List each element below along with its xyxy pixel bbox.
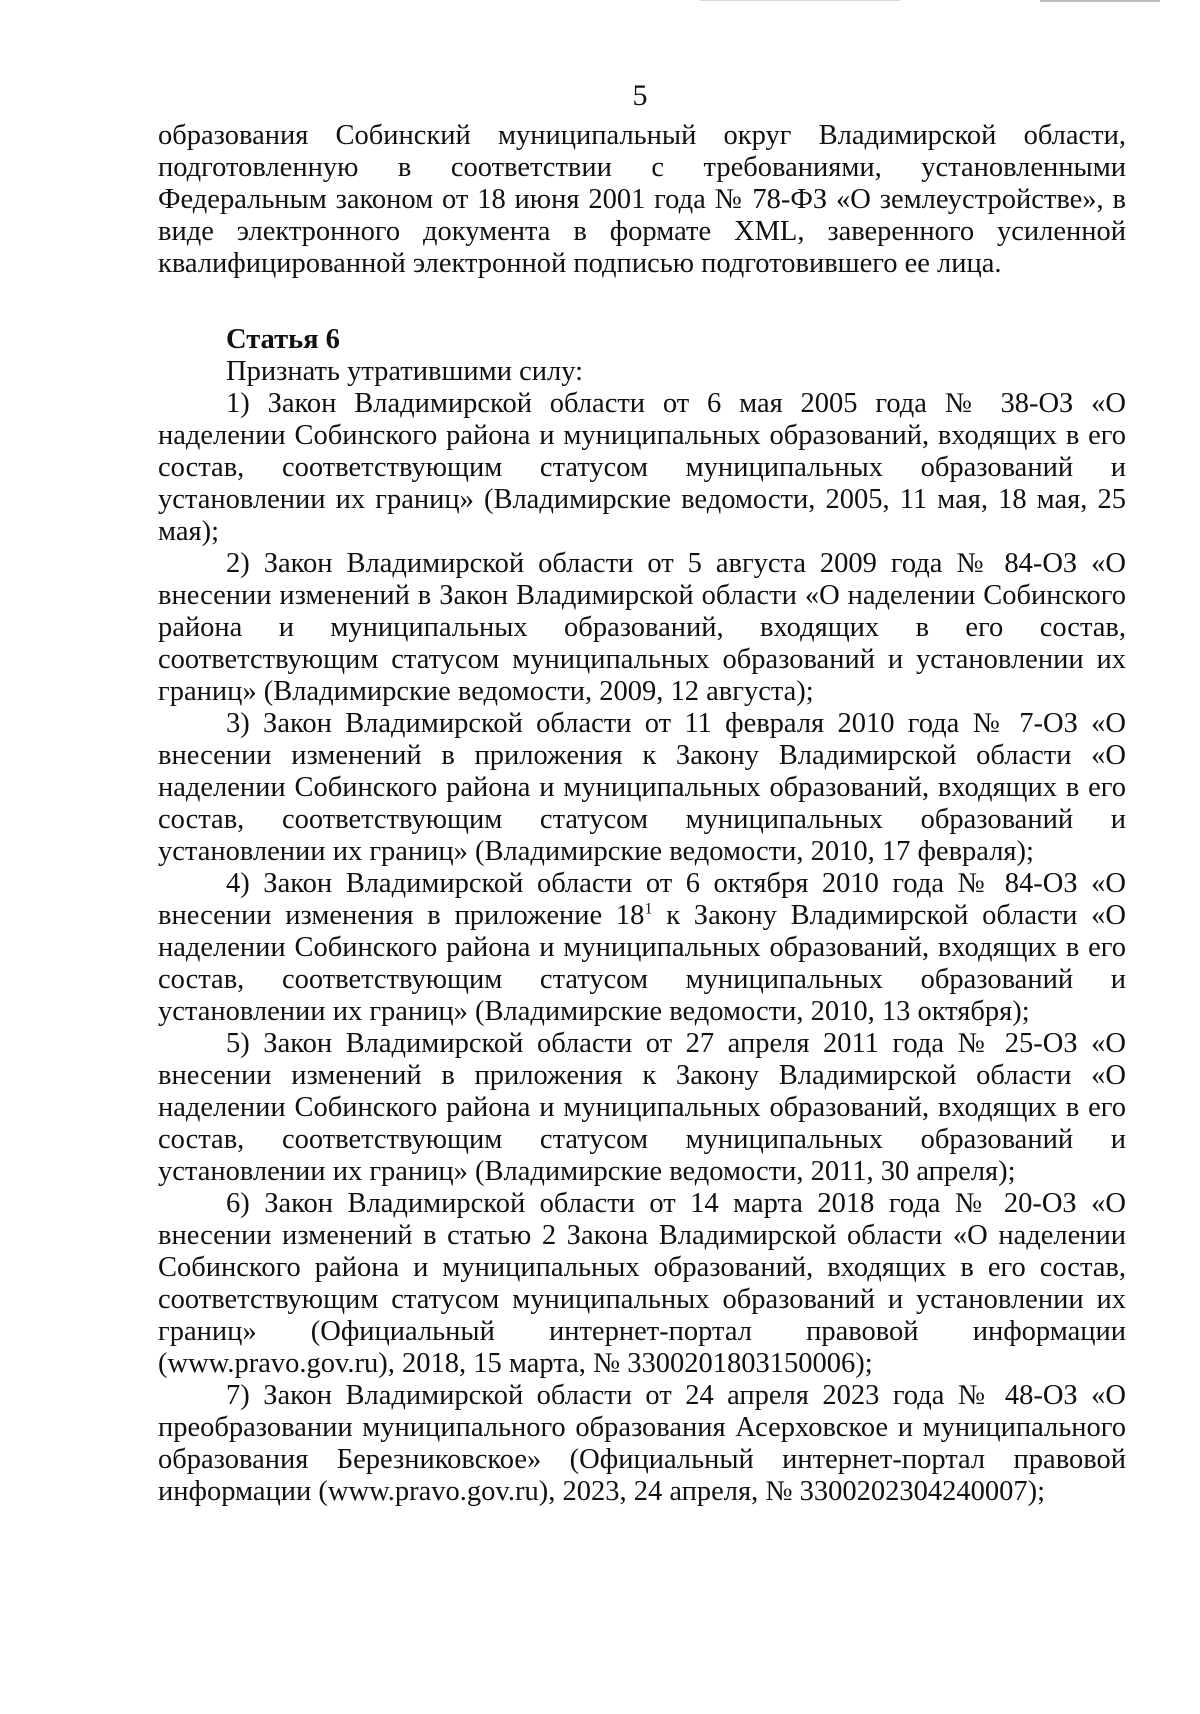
list-item <box>158 868 1126 1028</box>
article-title: Статья 6 <box>226 324 340 355</box>
list-item: 2) Закон Владимирской области от 5 августа 2009 года № 84-ОЗ «О внесении изменений в Закон Владимирской области «О наделении Собинского района и муниципальных образований, входящих в его состав, соответствующим статусом муниципальных образований и установлении их границ» (Владимирские ведомости, 2009, 12 августа); <box>158 548 1126 707</box>
list-item-text: 4) Закон Владимирской области от 6 октября 2010 года № 84-ОЗ «О внесении изменения в приложение 18 <box>158 868 1126 931</box>
list-item-text: к Закону Владимирской области «О наделении Собинского района и муниципальных образований, входящих в его состав, соответствующим статусом муниципальных образований и установлении их границ» (Владимирские ведомости, 2010, 13 октября); <box>158 900 1127 1027</box>
list-item: 3) Закон Владимирской области от 11 февраля 2010 года № 7-ОЗ «О внесении изменений в приложения к Закону Владимирской области «О наделении Собинского района и муниципальных образований, входящих в его состав, соответствующим статусом муниципальных образований и установлении их границ» (Владимирские ведомости, 2010, 17 февраля); <box>158 708 1126 867</box>
page-number: 5 <box>632 79 648 112</box>
scan-edge-mark <box>700 0 900 1</box>
article-lead: Признать утратившими силу: <box>226 356 583 387</box>
superscript: 1 <box>644 900 653 918</box>
document-body <box>158 120 1126 1508</box>
list-item: 1) Закон Владимирской области от 6 мая 2005 года № 38-ОЗ «О наделении Собинского района и муниципальных образований, входящих в его состав, соответствующим статусом муниципальных образований и установлении их границ» (Владимирские ведомости, 2005, 11 мая, 18 мая, 25 мая); <box>158 388 1126 547</box>
intro-paragraph: образования Собинский муниципальный округ Владимирской области, подготовленную в соответствии с требованиями, установленными Федеральным законом от 18 июня 2001 года № 78-ФЗ «О землеустройстве», в виде электронного документа в формате XML, заверенного усиленной квалифицированной электронной подписью подготовившего ее лица. <box>158 120 1126 279</box>
scan-edge-mark <box>1040 0 1160 2</box>
list-item: 6) Закон Владимирской области от 14 марта 2018 года № 20-ОЗ «О внесении изменений в статью 2 Закона Владимирской области «О наделении Собинского района и муниципальных образований, входящих в его состав, соответствующим статусом муниципальных образований и установлении их границ» (Официальный интернет-портал правовой информации (www.pravo.gov.ru), 2018, 15 марта, № 3300201803150006); <box>158 1188 1126 1379</box>
list-item: 7) Закон Владимирской области от 24 апреля 2023 года № 48-ОЗ «О преобразовании муниципального образования Асерховское и муниципального образования Березниковское» (Официальный интернет-портал правовой информации (www.pravo.gov.ru), 2023, 24 апреля, № 3300202304240007); <box>158 1380 1126 1507</box>
list-item: 5) Закон Владимирской области от 27 апреля 2011 года № 25-ОЗ «О внесении изменений в приложения к Закону Владимирской области «О наделении Собинского района и муниципальных образований, входящих в его состав, соответствующим статусом муниципальных образований и установлении их границ» (Владимирские ведомости, 2011, 30 апреля); <box>158 1028 1126 1187</box>
